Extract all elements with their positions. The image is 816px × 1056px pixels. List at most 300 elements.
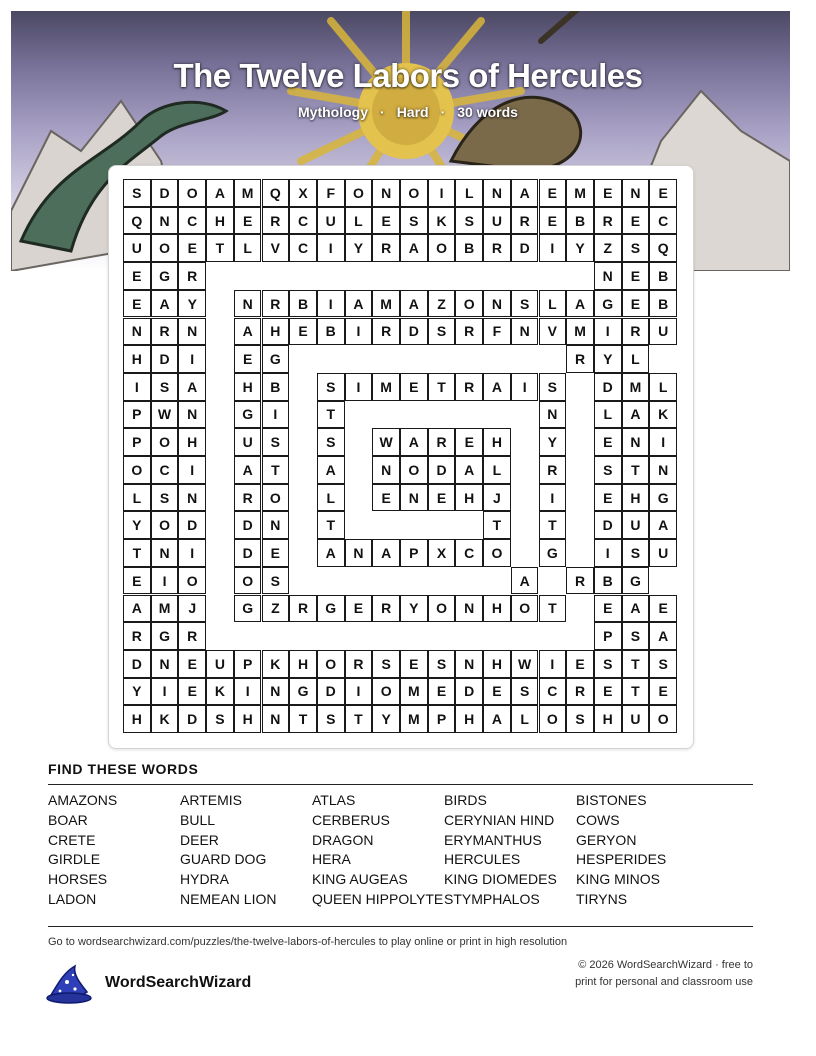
grid-cell: A [511,567,539,595]
grid-cell: I [317,234,345,262]
grid-cell: S [262,567,290,595]
grid-cell: I [539,234,567,262]
grid-cell: E [123,262,151,290]
grid-cell: I [262,401,290,429]
grid-cell: A [234,456,262,484]
grid-cell: A [400,290,428,318]
grid-cell: D [594,373,622,401]
grid-cell: A [566,290,594,318]
grid-cell: G [234,595,262,623]
grid-cell: E [622,207,650,235]
grid-cell: O [345,179,373,207]
letter-grid [123,179,677,733]
grid-cell: N [622,428,650,456]
grid-cell: B [262,373,290,401]
grid-cell: N [178,484,206,512]
grid-cell: E [428,678,456,706]
grid-cell: T [622,678,650,706]
grid-cell: Z [594,234,622,262]
grid-cell: E [178,234,206,262]
word-item: NEMEAN LION [180,890,277,907]
grid-cell: L [317,484,345,512]
word-list-heading: FIND THESE WORDS [48,761,199,777]
grid-cell: R [455,373,483,401]
grid-cell: P [400,539,428,567]
grid-cell: U [649,318,677,346]
grid-cell: I [345,373,373,401]
grid-cell: E [234,345,262,373]
grid-cell: H [455,484,483,512]
grid-cell: E [622,290,650,318]
grid-cell: G [649,484,677,512]
grid-cell: O [123,456,151,484]
grid-cell: D [317,678,345,706]
grid-cell: E [539,179,567,207]
grid-cell: E [594,484,622,512]
meta-separator: · [440,104,446,120]
grid-cell: B [289,290,317,318]
divider [48,784,753,785]
grid-cell: R [372,595,400,623]
grid-cell: X [428,539,456,567]
grid-cell: G [262,345,290,373]
grid-cell: P [123,428,151,456]
grid-cell: O [151,511,179,539]
grid-cell: N [455,595,483,623]
word-item: ARTEMIS [180,792,242,808]
grid-cell: A [400,234,428,262]
word-item: CERBERUS [312,811,390,828]
grid-cell: I [178,539,206,567]
word-item: HERCULES [444,851,521,868]
grid-cell: I [428,179,456,207]
meta-separator: · [380,104,385,120]
grid-cell: O [262,484,290,512]
grid-cell: U [483,207,511,235]
word-item: LADON [48,890,97,907]
grid-cell: S [622,539,650,567]
grid-cell: N [345,539,373,567]
grid-cell: R [483,234,511,262]
grid-cell: Y [566,234,594,262]
grid-cell: A [178,373,206,401]
grid-cell: D [511,234,539,262]
copyright-notice: © 2026 WordSearchWizard · free to print for personal and classroom use [575,959,753,988]
grid-cell: E [483,678,511,706]
grid-cell: M [400,678,428,706]
grid-cell: S [206,705,234,733]
grid-cell: O [151,428,179,456]
grid-cell: T [539,511,567,539]
grid-cell: M [566,179,594,207]
grid-cell: D [151,179,179,207]
grid-cell: A [317,539,345,567]
grid-cell: G [594,290,622,318]
grid-cell: I [178,345,206,373]
grid-cell: B [649,262,677,290]
grid-cell: D [178,511,206,539]
grid-cell: C [289,234,317,262]
grid-cell: D [234,511,262,539]
category-label: Mythology [298,104,369,120]
word-item: HERA [312,851,351,868]
grid-cell: M [622,373,650,401]
grid-cell: G [151,262,179,290]
grid-cell: A [206,179,234,207]
grid-cell: S [594,650,622,678]
grid-cell: G [151,622,179,650]
grid-cell: R [289,595,317,623]
divider [48,926,753,927]
grid-cell: T [317,401,345,429]
grid-cell: A [483,705,511,733]
grid-cell: C [455,539,483,567]
grid-cell: L [234,234,262,262]
grid-cell: N [262,705,290,733]
word-item: BULL [180,811,216,828]
grid-cell: M [400,705,428,733]
grid-cell: O [455,290,483,318]
grid-cell: T [206,234,234,262]
grid-cell: Y [594,345,622,373]
grid-cell: S [317,373,345,401]
word-item: GERYON [576,831,637,848]
grid-cell: P [428,705,456,733]
grid-cell: A [151,290,179,318]
word-item: ERYMANTHUS [444,831,542,848]
grid-cell: K [206,678,234,706]
grid-cell: M [151,595,179,623]
grid-cell: L [123,484,151,512]
grid-cell: R [511,207,539,235]
grid-cell: Z [262,595,290,623]
word-item: DEER [180,831,219,848]
wizard-hat-icon [45,962,93,1004]
grid-cell: A [511,179,539,207]
word-item: KING MINOS [576,871,661,888]
grid-cell: S [511,678,539,706]
grid-cell: S [151,484,179,512]
word-item: GIRDLE [48,851,101,868]
grid-cell: M [566,318,594,346]
grid-cell: T [123,539,151,567]
difficulty-label: Hard [396,104,429,120]
grid-cell: H [594,705,622,733]
grid-cell: S [428,650,456,678]
grid-cell: Y [123,678,151,706]
grid-cell: E [289,318,317,346]
grid-cell: O [400,179,428,207]
grid-cell: E [594,595,622,623]
grid-cell: I [123,373,151,401]
grid-cell: G [317,595,345,623]
word-item: BOAR [48,811,88,828]
grid-cell: G [622,567,650,595]
grid-cell: S [594,456,622,484]
grid-cell: O [400,456,428,484]
grid-cell: L [511,705,539,733]
grid-cell: D [123,650,151,678]
word-item: KING AUGEAS [312,871,408,888]
grid-cell: B [649,290,677,318]
grid-cell: L [483,456,511,484]
grid-cell: H [123,705,151,733]
grid-cell: N [151,539,179,567]
grid-cell: U [234,428,262,456]
grid-cell: Y [345,234,373,262]
grid-cell: R [428,428,456,456]
grid-cell: N [178,401,206,429]
grid-cell: Q [649,234,677,262]
grid-cell: C [539,678,567,706]
word-item: BIRDS [444,792,487,808]
grid-cell: O [428,234,456,262]
grid-cell: T [622,650,650,678]
grid-cell: S [622,622,650,650]
grid-cell: R [566,567,594,595]
grid-cell: O [178,179,206,207]
grid-cell: N [594,262,622,290]
grid-cell: D [151,345,179,373]
grid-cell: P [123,401,151,429]
grid-cell: I [511,373,539,401]
grid-cell: Z [428,290,456,318]
grid-cell: I [178,456,206,484]
grid-cell: L [622,345,650,373]
grid-cell: E [649,179,677,207]
grid-cell: R [372,234,400,262]
grid-cell: S [372,650,400,678]
grid-cell: R [372,318,400,346]
grid-cell: S [649,650,677,678]
word-list [48,792,753,911]
grid-cell: H [234,705,262,733]
grid-cell: U [123,234,151,262]
grid-cell: A [649,511,677,539]
grid-cell: E [123,567,151,595]
word-item: KING DIOMEDES [444,871,557,888]
grid-cell: G [234,401,262,429]
grid-cell: W [511,650,539,678]
grid-cell: O [151,234,179,262]
word-item: GUARD DOG [180,851,267,868]
grid-cell: S [622,234,650,262]
grid-cell: N [455,650,483,678]
grid-cell: K [649,401,677,429]
grid-cell: N [372,179,400,207]
grid-cell: Y [123,511,151,539]
grid-cell: C [289,207,317,235]
word-count-label: 30 words [457,104,518,120]
grid-cell: R [262,207,290,235]
grid-cell: L [594,401,622,429]
grid-cell: T [428,373,456,401]
grid-cell: E [428,484,456,512]
grid-cell: S [511,290,539,318]
grid-cell: I [539,484,567,512]
grid-cell: I [345,318,373,346]
grid-cell: H [262,318,290,346]
grid-cell: N [151,207,179,235]
grid-cell: N [483,290,511,318]
grid-cell: N [400,484,428,512]
grid-cell: O [539,705,567,733]
grid-cell: U [206,650,234,678]
grid-cell: S [428,318,456,346]
grid-cell: N [151,650,179,678]
grid-cell: A [649,622,677,650]
grid-cell: P [234,650,262,678]
grid-cell: B [317,318,345,346]
grid-cell: W [372,428,400,456]
grid-cell: Y [372,705,400,733]
grid-cell: H [234,373,262,401]
grid-cell: R [622,318,650,346]
brand[interactable] [45,962,251,1004]
word-item: STYMPHALOS [444,890,540,907]
grid-cell: G [539,539,567,567]
word-item: QUEEN HIPPOLYTE [312,890,444,907]
grid-cell: H [483,650,511,678]
grid-cell: L [345,207,373,235]
grid-cell: S [455,207,483,235]
grid-cell: E [400,373,428,401]
brand-name: WordSearchWizard [105,974,252,991]
grid-cell: E [594,678,622,706]
word-item: BISTONES [576,792,647,808]
grid-cell: R [262,290,290,318]
grid-cell: I [345,678,373,706]
grid-cell: E [372,484,400,512]
word-item: AMAZONS [48,792,118,808]
grid-cell: S [317,428,345,456]
word-item: TIRYNS [576,890,628,907]
grid-cell: B [455,234,483,262]
grid-cell: E [234,207,262,235]
grid-cell: J [178,595,206,623]
word-item: DRAGON [312,831,374,848]
grid-cell: I [594,318,622,346]
grid-cell: A [345,290,373,318]
grid-cell: I [234,678,262,706]
grid-cell: O [372,678,400,706]
grid-cell: I [594,539,622,567]
grid-cell: A [400,428,428,456]
grid-cell: U [622,511,650,539]
grid-cell: D [428,456,456,484]
grid-cell: H [483,428,511,456]
word-item: COWS [576,811,620,828]
grid-cell: E [594,428,622,456]
grid-cell: T [262,456,290,484]
grid-cell: L [649,373,677,401]
grid-cell: T [539,595,567,623]
grid-cell: U [649,539,677,567]
grid-cell: R [178,622,206,650]
grid-cell: N [483,179,511,207]
grid-cell: E [649,678,677,706]
grid-cell: D [594,511,622,539]
grid-cell: E [178,678,206,706]
grid-cell: R [178,262,206,290]
grid-cell: E [372,207,400,235]
grid-cell: D [455,678,483,706]
page-title: The Twelve Labors of Hercules [173,57,643,94]
grid-cell: H [455,705,483,733]
grid-cell: N [649,456,677,484]
grid-cell: O [234,567,262,595]
grid-cell: Y [539,428,567,456]
grid-cell: H [622,484,650,512]
grid-cell: D [178,705,206,733]
grid-cell: N [123,318,151,346]
grid-cell: C [151,456,179,484]
grid-cell: R [151,318,179,346]
grid-cell: K [151,705,179,733]
grid-cell: C [178,207,206,235]
grid-cell: A [234,318,262,346]
grid-cell: N [234,290,262,318]
grid-cell: B [566,207,594,235]
footer-link[interactable]: Go to wordsearchwizard.com/puzzles/the-twelve-labors-of-hercules to play online or print in high resolution [48,936,568,948]
grid-cell: E [178,650,206,678]
grid-cell: K [428,207,456,235]
grid-cell: O [428,595,456,623]
grid-cell: D [400,318,428,346]
grid-cell: O [649,705,677,733]
grid-cell: I [151,678,179,706]
grid-cell: G [289,678,317,706]
grid-cell: Y [178,290,206,318]
grid-cell: H [123,345,151,373]
grid-cell: Q [262,179,290,207]
title-area [0,57,816,95]
word-item: CERYNIAN HIND [444,811,555,828]
grid-cell: S [151,373,179,401]
grid-cell: E [262,539,290,567]
grid-cell: W [151,401,179,429]
grid-cell: N [262,678,290,706]
grid-cell: R [566,678,594,706]
grid-cell: T [622,456,650,484]
grid-cell: T [483,511,511,539]
grid-cell: V [262,234,290,262]
grid-cell: V [539,318,567,346]
grid-cell: X [289,179,317,207]
grid-cell: U [622,705,650,733]
grid-cell: S [539,373,567,401]
grid-cell: S [123,179,151,207]
grid-cell: O [511,595,539,623]
grid-cell: O [483,539,511,567]
word-item: ATLAS [312,792,356,808]
grid-cell: R [566,345,594,373]
grid-cell: H [289,650,317,678]
grid-cell: H [206,207,234,235]
grid-cell: M [372,290,400,318]
grid-cell: F [317,179,345,207]
grid-cell: Y [400,595,428,623]
grid-cell: S [317,705,345,733]
grid-cell: A [123,595,151,623]
grid-cell: J [483,484,511,512]
grid-cell: I [317,290,345,318]
grid-cell: R [123,622,151,650]
grid-cell: E [539,207,567,235]
grid-cell: N [539,401,567,429]
grid-cell: E [400,650,428,678]
word-item: HYDRA [180,871,230,888]
